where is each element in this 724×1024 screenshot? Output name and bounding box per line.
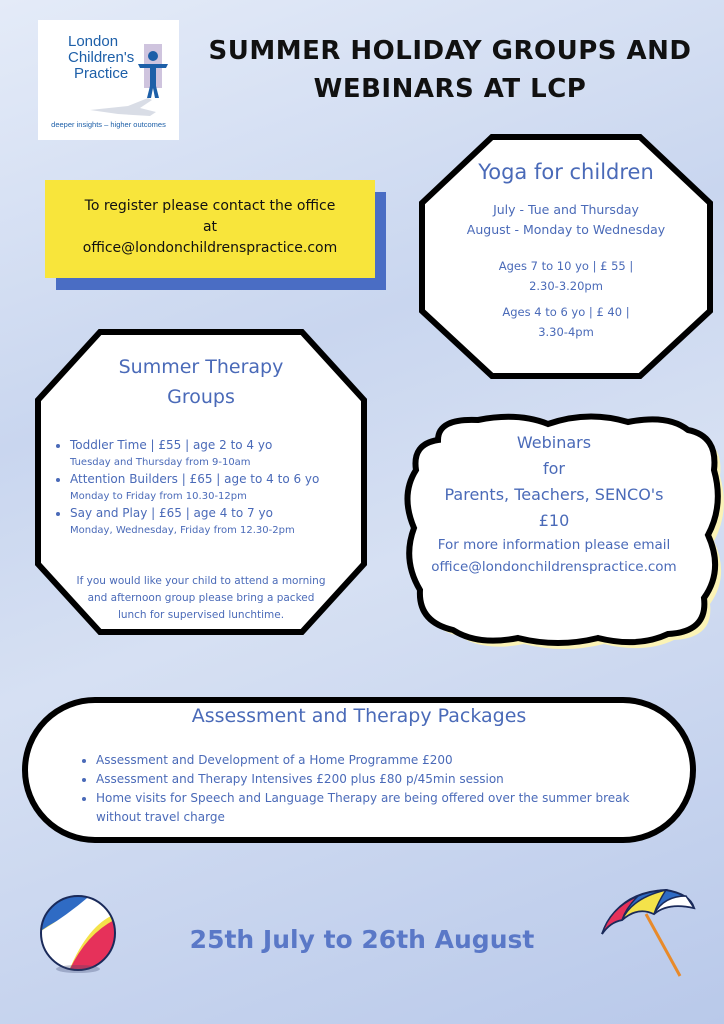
packages-list [78, 751, 688, 827]
page-title [190, 32, 710, 108]
packages-item-text-cont: without travel charge [96, 810, 225, 824]
yoga-heading: Yoga for children [478, 160, 654, 184]
therapy-note-line1: If you would like your child to attend a morning [76, 575, 326, 587]
packages-item: • Assessment and Development of a Home Programme £200 [96, 751, 688, 770]
therapy-heading-line2: Groups [167, 386, 235, 408]
therapy-item [70, 505, 362, 539]
therapy-item [70, 437, 362, 471]
title-line2: WEBINARS AT LCP [313, 74, 587, 104]
webinars-email-link[interactable]: office@londonchildrenspractice.com [431, 559, 677, 575]
lcp-logo [38, 20, 179, 140]
webinars-info: For more information please email [437, 537, 671, 553]
yoga-schedule-august: August - Monday to Wednesday [466, 222, 666, 237]
therapy-item-title: • Toddler Time | £55 | age 2 to 4 yo [70, 438, 273, 452]
webinars-content [404, 430, 704, 578]
therapy-item-schedule: Tuesday and Thursday from 9-10am [70, 457, 251, 468]
webinars-audience: Parents, Teachers, SENCO's [444, 485, 664, 504]
logo-line1: London [68, 33, 119, 50]
yoga-age2-price: Ages 4 to 6 yo | £ 40 | [502, 305, 630, 319]
yoga-age2-time: 3.30-4pm [538, 325, 594, 339]
logo-line2: Children's [68, 49, 135, 66]
register-line2: at [202, 219, 218, 235]
yoga-schedule-july: July - Tue and Thursday [493, 202, 639, 217]
therapy-item-schedule: Monday, Wednesday, Friday from 12.30-2pm [70, 525, 295, 536]
webinars-price: £10 [538, 511, 570, 530]
yoga-age1-time: 2.30-3.20pm [529, 279, 603, 293]
packages-item: • Assessment and Therapy Intensives £200 plus £80 p/45min session [96, 770, 688, 789]
title-line1: SUMMER HOLIDAY GROUPS AND [208, 36, 692, 66]
therapy-item-title: • Attention Builders | £65 | age to 4 to 6 yo [70, 472, 320, 486]
child-figure-icon [136, 42, 170, 102]
register-line1: To register please contact the office [84, 198, 336, 214]
register-email-link[interactable]: office@londonchildrenspractice.com [82, 240, 338, 256]
packages-heading: Assessment and Therapy Packages [191, 705, 527, 727]
dates-footer: 25th July to 26th August [189, 925, 535, 954]
therapy-item-title: • Say and Play | £65 | age 4 to 7 yo [70, 506, 273, 520]
therapy-heading-line1: Summer Therapy [118, 356, 284, 378]
therapy-list [52, 437, 362, 539]
yoga-age1-price: Ages 7 to 10 yo | £ 55 | [498, 259, 634, 273]
therapy-note-line2: and afternoon group please bring a packed [87, 592, 315, 604]
logo-tagline: deeper insights – higher outcomes [51, 120, 166, 129]
register-box [45, 180, 375, 278]
yoga-content [422, 160, 710, 342]
webinars-line2: for [543, 459, 565, 478]
therapy-item-schedule: Monday to Friday from 10.30-12pm [70, 491, 247, 502]
therapy-heading [40, 352, 362, 412]
packages-item-text: Home visits for Speech and Language Therapy are being offered over the summer break [96, 791, 630, 805]
therapy-item [70, 471, 362, 505]
logo-line3: Practice [74, 65, 129, 82]
logo-text [68, 34, 134, 82]
webinars-line1: Webinars [516, 433, 592, 452]
therapy-note-line3: lunch for supervised lunchtime. [117, 609, 285, 621]
plane-shadow-icon [88, 96, 158, 120]
therapy-note [40, 573, 362, 624]
packages-item [96, 789, 688, 827]
